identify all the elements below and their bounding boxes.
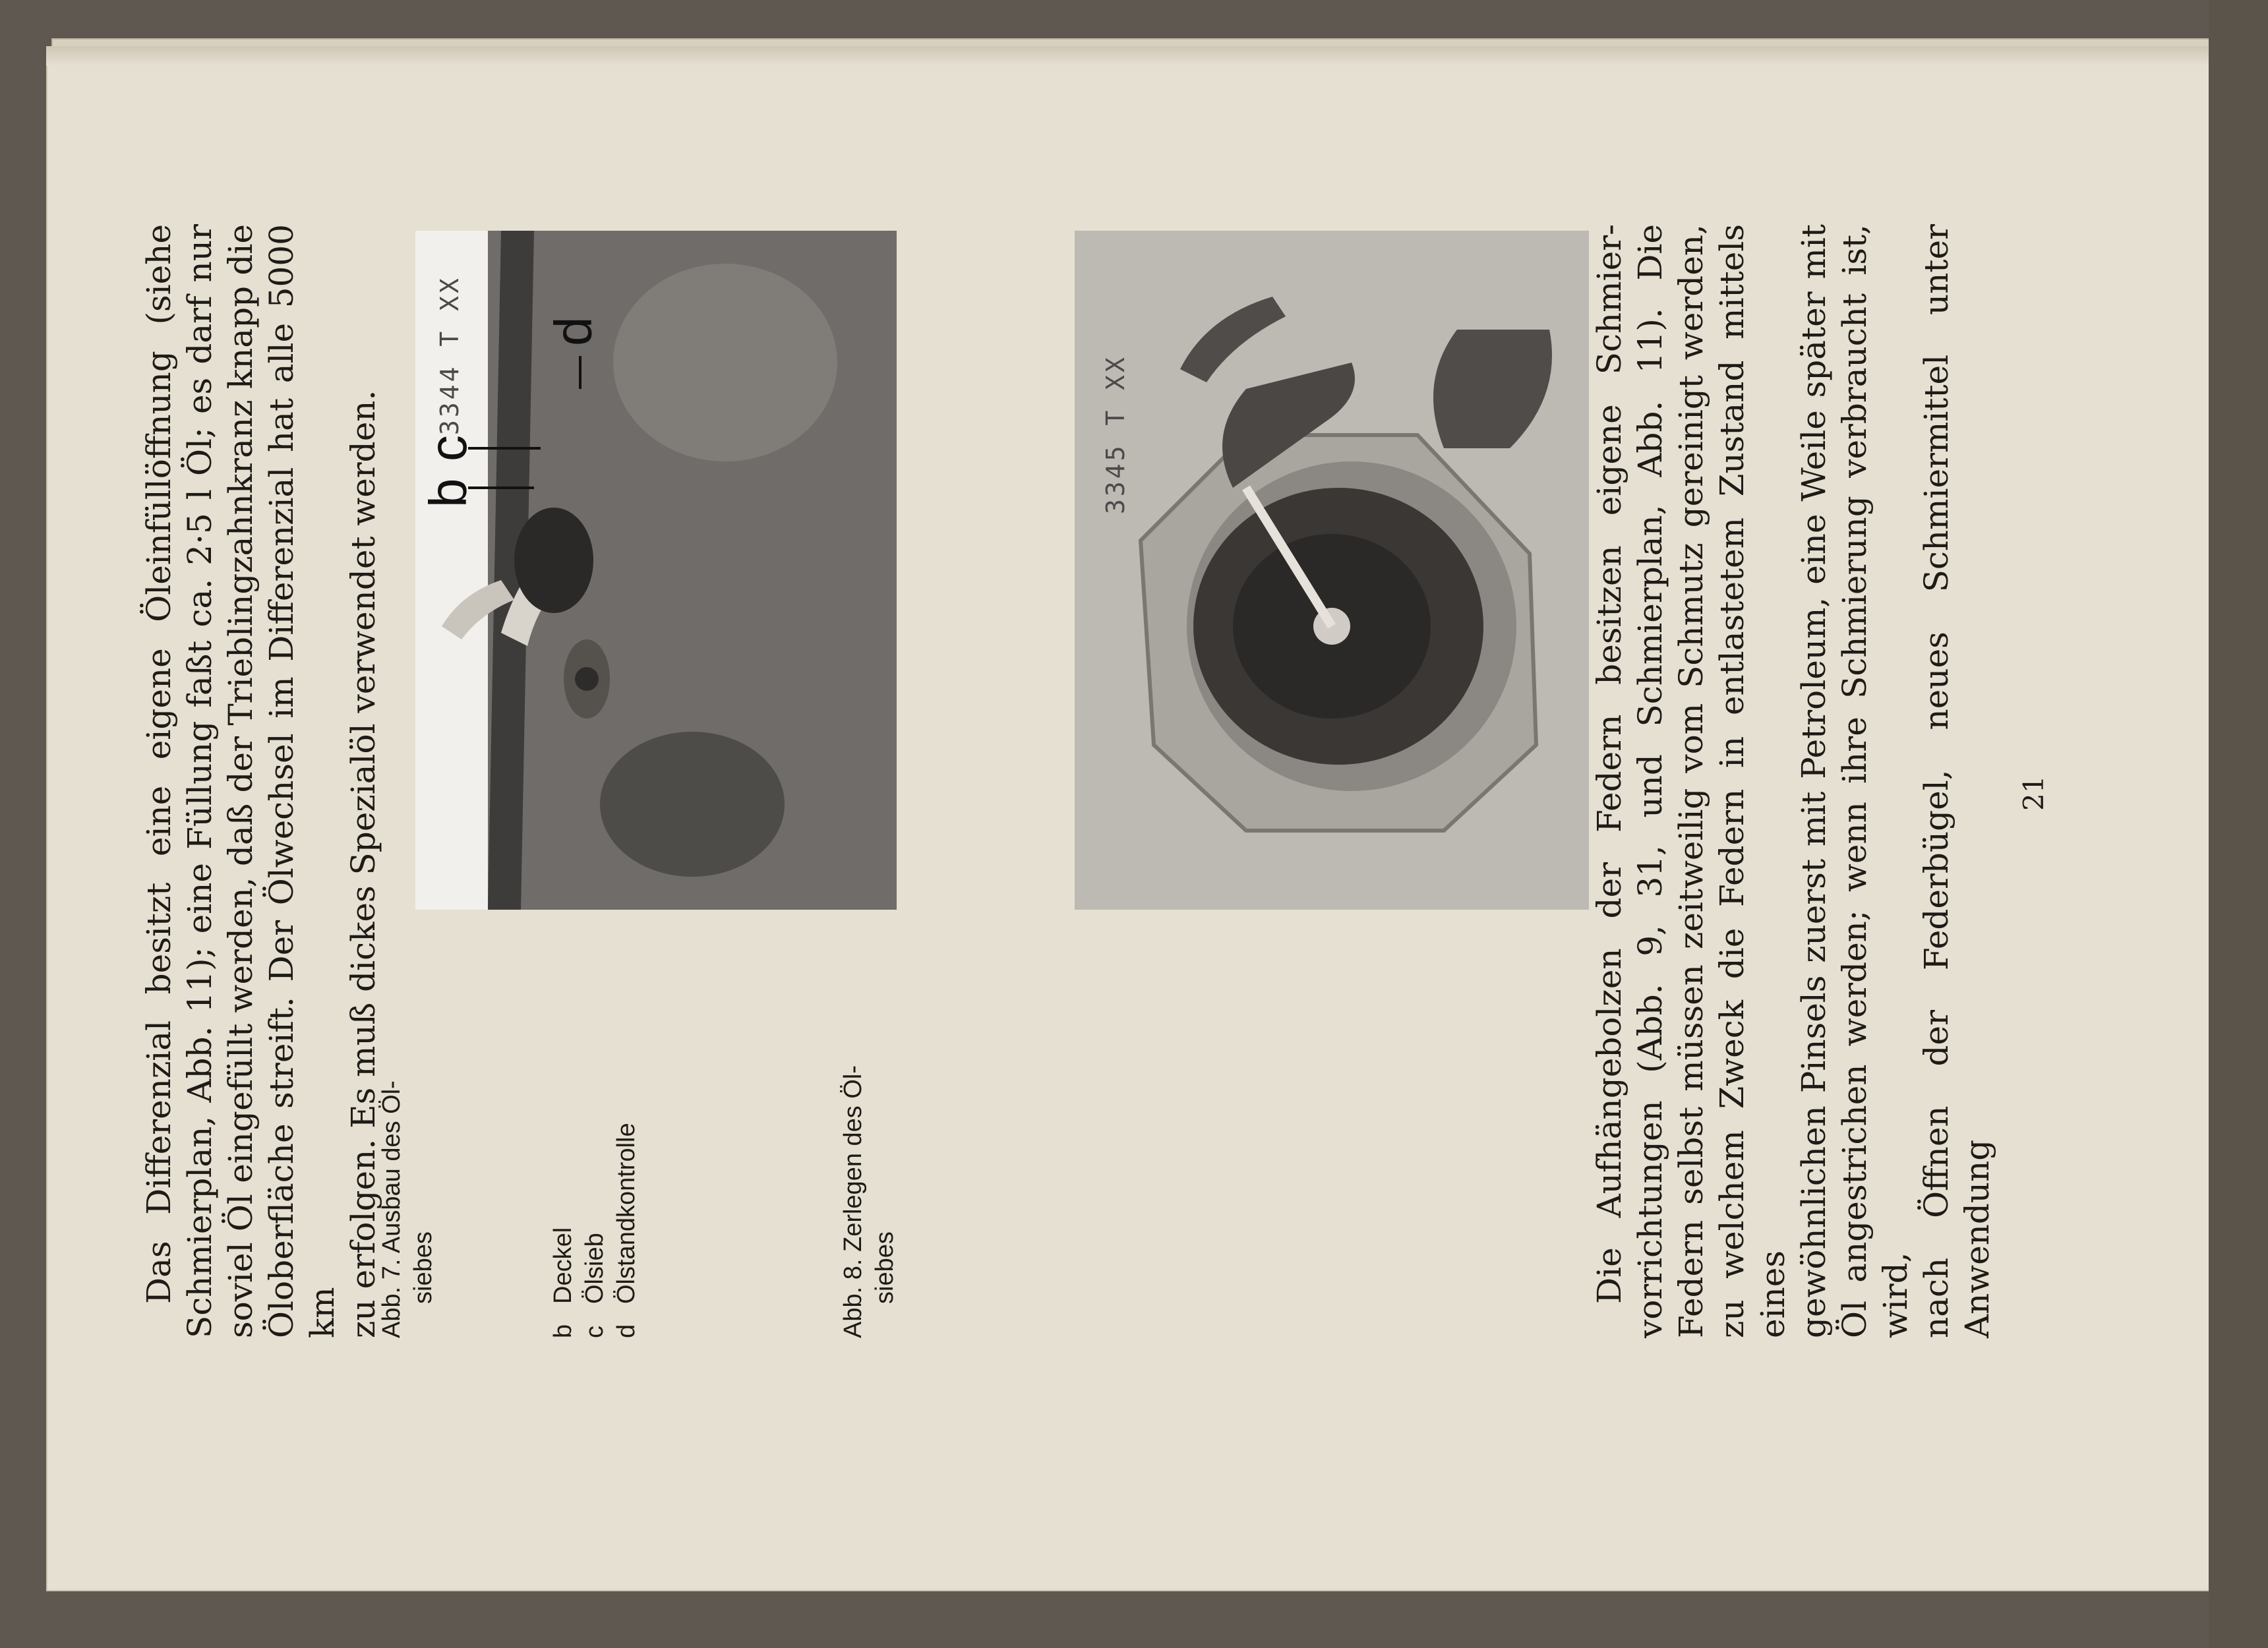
caption-line: Abb. 8. Zerlegen des Öl- bbox=[839, 1065, 867, 1338]
text-line: zu welchem Zweck die Federn in entlastetem Zustand mittels eines bbox=[1713, 224, 1792, 1338]
figure7-photo bbox=[415, 231, 897, 910]
figure7-caption bbox=[376, 1035, 439, 1338]
legend-row bbox=[579, 1035, 611, 1338]
text-line: Das Differenzial besitzt eine eigene Öleinfüllöffnung (siehe bbox=[140, 224, 178, 1304]
text-line: vorrichtungen (Abb. 9, 31, und Schmierplan, Abb. 11). Die bbox=[1631, 224, 1669, 1338]
plate-number: 3345 T XX bbox=[1101, 355, 1130, 514]
legend-text: Ölsieb bbox=[581, 1233, 609, 1304]
paragraph-springs bbox=[1589, 224, 1998, 1338]
text-line: Federn selbst müssen zeitweilig vom Schmutz gereinigt werden, bbox=[1672, 224, 1710, 1338]
page-number: 21 bbox=[2017, 775, 2050, 811]
text-line: nach Öffnen der Federbügel, neues Schmiermittel unter Anwendung bbox=[1917, 224, 1996, 1338]
paragraph-differential bbox=[138, 224, 384, 1338]
text-line: Öl angestrichen werden; wenn ihre Schmierung verbraucht ist, wird, bbox=[1835, 224, 1915, 1338]
caption-line: siebes bbox=[871, 1231, 899, 1304]
legend-text: Ölstandkontrolle bbox=[612, 1123, 640, 1304]
text-line: soviel Öl eingefüllt werden, daß der Trieblingzahnkranz knapp die bbox=[222, 224, 260, 1338]
figure8-photo bbox=[1075, 231, 1589, 910]
text-line: Die Aufhängebolzen der Federn besitzen eigene Schmier- bbox=[1590, 224, 1628, 1304]
legend-key: b bbox=[549, 1324, 577, 1338]
figure8-caption bbox=[837, 1035, 901, 1338]
text-line: gewöhnlichen Pinsels zuerst mit Petroleum, eine Weile später mit bbox=[1795, 224, 1833, 1338]
caption-line: siebes bbox=[409, 1231, 437, 1304]
figure8-illustration bbox=[1075, 231, 1589, 910]
plate-number: 3344 T XX bbox=[435, 276, 464, 435]
text-line: Schmierplan, Abb. 11); eine Füllung faßt ca. 2·5 l Öl; es darf nur bbox=[181, 224, 219, 1338]
figure7-illustration bbox=[415, 231, 897, 910]
label-c: c bbox=[419, 435, 477, 461]
text-line: zu erfolgen. Es muß dickes Spezialöl verwendet werden. bbox=[344, 390, 382, 1338]
caption-line: Abb. 7. Ausbau des Öl- bbox=[378, 1080, 405, 1338]
rotated-page-content bbox=[46, 46, 2215, 1589]
label-b: b bbox=[419, 478, 477, 508]
legend-key: c bbox=[581, 1326, 609, 1338]
background-strip bbox=[2209, 0, 2268, 1648]
text-line: Öloberfläche streift. Der Ölwechsel im Differenzial hat alle 5000 km bbox=[262, 224, 342, 1338]
legend-row bbox=[611, 1035, 642, 1338]
label-d: d bbox=[544, 316, 603, 346]
legend-text: Deckel bbox=[549, 1227, 577, 1304]
legend-key: d bbox=[612, 1324, 640, 1338]
legend-row bbox=[547, 1035, 579, 1338]
figure7-legend bbox=[547, 1035, 642, 1338]
